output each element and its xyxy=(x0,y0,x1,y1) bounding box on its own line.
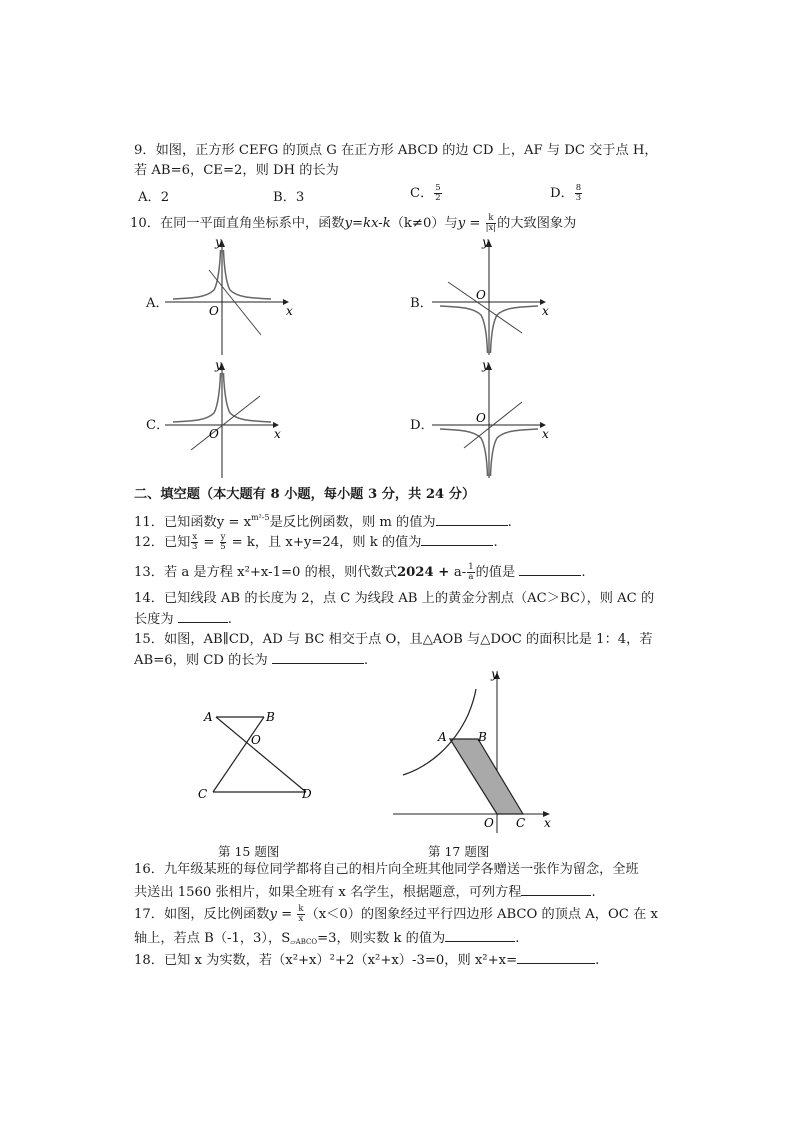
q10-graph-b-label: B． xyxy=(410,296,433,311)
q9-option-a: A．2 xyxy=(138,190,170,205)
q17-answer-blank[interactable] xyxy=(445,929,515,942)
q17-fraction: $\frac{k}{x}$ xyxy=(298,904,304,924)
q10-graph-c xyxy=(165,358,295,483)
point-d-label: D xyxy=(302,787,312,801)
q14-answer-blank[interactable] xyxy=(178,610,228,623)
figure-15 xyxy=(195,705,325,805)
q10-stem: 10．在同一平面直角坐标系中，函数y=kx-k（k≠0）与y = $\frac{k}{|x|}$ 的大致图象为 xyxy=(130,213,577,233)
q12: 12．已知 $\frac{x}{3}$ = $\frac{y}{5}$ = k，且 x+y=24，则 k 的值为 . xyxy=(134,532,498,552)
q18: 18．已知 x 为实数，若（x²+x）²+2（x²+x）-3=0，则 x²+x= . xyxy=(134,953,600,968)
axis-x-label: x xyxy=(274,427,281,441)
figure-15-caption: 第 15 题图 xyxy=(218,844,280,859)
origin-label: O xyxy=(476,288,486,302)
q16-line2: 共送出 1560 张相片，如果全班有 x 名学生，根据题意，可列方程 . xyxy=(134,885,596,900)
axis-x-label: x xyxy=(544,816,551,830)
axis-x-label: x xyxy=(542,304,549,318)
q13-fraction: $\frac{1}{a}$ xyxy=(468,562,474,582)
q13-answer-blank[interactable] xyxy=(519,563,581,576)
axis-y-label: y xyxy=(482,235,489,249)
axis-y-label: y xyxy=(215,235,222,249)
figure-17 xyxy=(393,665,563,835)
point-c-label: C xyxy=(516,816,526,830)
q11-answer-blank[interactable] xyxy=(436,513,508,526)
q10-graph-a-label: A． xyxy=(146,296,169,311)
axis-y-label: y xyxy=(482,358,489,372)
q15-line1: 15．如图，AB∥CD，AD 与 BC 相交于点 O，且△AOB 与△DOC 的面积比是 1：4，若 xyxy=(134,632,653,647)
q16-answer-blank[interactable] xyxy=(521,883,591,896)
q9-option-d xyxy=(550,182,583,203)
q9-option-d-fraction: $\frac{8}{3}$ xyxy=(575,183,582,203)
q9-option-c xyxy=(410,182,443,203)
origin-label: O xyxy=(484,816,494,830)
point-b-label: B xyxy=(266,710,275,724)
axis-y-label: y xyxy=(491,667,498,681)
point-a-label: A xyxy=(204,710,213,724)
q18-answer-blank[interactable] xyxy=(517,951,595,964)
q9-option-b: B．3 xyxy=(273,190,305,205)
q15-answer-blank[interactable] xyxy=(272,651,364,664)
q9-option-d-label: D． xyxy=(550,186,574,201)
axis-x-label: x xyxy=(286,304,293,318)
q9-line2: 若 AB=6，CE=2，则 DH 的长为 xyxy=(134,163,339,178)
q14-line2: 长度为 . xyxy=(134,612,232,627)
figure-17-caption: 第 17 题图 xyxy=(428,844,490,859)
q12-fraction-x: $\frac{x}{3}$ xyxy=(192,532,198,552)
point-a-label: A xyxy=(438,730,447,744)
axis-x-label: x xyxy=(542,427,549,441)
origin-label: O xyxy=(209,427,219,441)
point-b-label: B xyxy=(478,730,487,744)
section2-title: 二、填空题（本大题有 8 小题，每小题 3 分，共 24 分） xyxy=(134,487,476,502)
q10-fraction: $\frac{k}{|x|}$ xyxy=(485,213,497,233)
q9-line1: 9．如图，正方形 CEFG 的顶点 G 在正方形 ABCD 的边 CD 上，AF 与 DC 交于点 H， xyxy=(134,143,658,158)
q10-graph-d-label: D． xyxy=(410,418,434,433)
q12-answer-blank[interactable] xyxy=(421,533,493,546)
q9-option-c-label: C． xyxy=(410,186,434,201)
axis-y-label: y xyxy=(215,358,222,372)
q12-fraction-y: $\frac{y}{5}$ xyxy=(220,532,226,552)
q14-line1: 14．已知线段 AB 的长度为 2，点 C 为线段 AB 上的黄金分割点（AC＞BC），则 AC 的 xyxy=(134,591,655,606)
q10-graph-c-label: C． xyxy=(146,418,170,433)
point-o-label: O xyxy=(251,733,261,747)
q9-option-c-fraction: $\frac{5}{2}$ xyxy=(435,183,441,203)
q13: 13．若 a 是方程 x²+x-1=0 的根，则代数式2024 + a- $\frac{1}{a}$ 的值是 . xyxy=(134,562,586,582)
q11: 11．已知函数$y = x^{m^2-5}$是反比例函数，则 m 的值为 . xyxy=(134,513,512,530)
q17-line1: 17．如图，反比例函数y = $\frac{k}{x}$ （x＜0）的图象经过平行四边形 ABCO 的顶点 A，OC 在 x xyxy=(134,904,658,924)
q15-line2: AB=6，则 CD 的长为 . xyxy=(134,653,369,668)
q10-graph-b xyxy=(432,235,562,360)
q16-line1: 16．九年级某班的每位同学都将自己的相片向全班其他同学各赠送一张作为留念，全班 xyxy=(134,862,639,877)
point-c-label: C xyxy=(198,787,208,801)
origin-label: O xyxy=(476,411,486,425)
q10-graph-a xyxy=(165,235,295,360)
q10-graph-d xyxy=(432,358,562,483)
q17-line2: 轴上，若点 B（-1，3），$S_{▱ABCO}=3$，则实数 k 的值为 . xyxy=(134,931,520,946)
origin-label: O xyxy=(209,304,219,318)
